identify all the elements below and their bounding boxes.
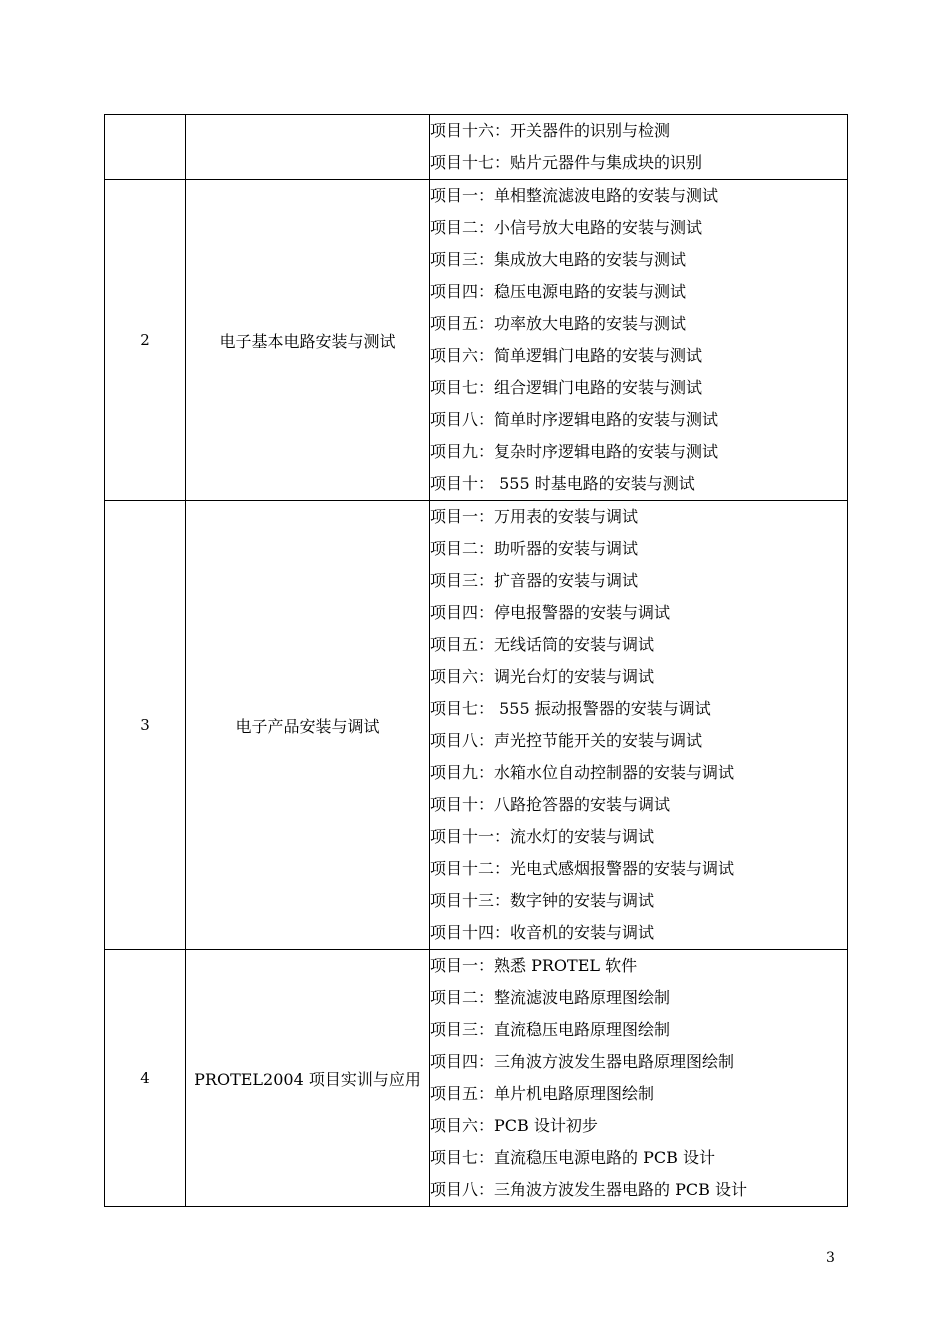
project-item: 项目一：万用表的安装与调试 [430,507,639,526]
table-row [105,180,848,501]
table-body [105,115,848,1207]
project-item: 项目十： 555 时基电路的安装与测试 [430,474,695,493]
project-item: 项目二：小信号放大电路的安装与测试 [430,218,703,237]
project-item: 项目二：助听器的安装与调试 [430,539,639,558]
page-number: 3 [826,1250,835,1266]
project-list-cell [430,180,848,501]
project-item: 项目十二：光电式感烟报警器的安装与调试 [430,859,735,878]
course-name-cell: 电子基本电路安装与测试 [186,180,430,501]
project-list-cell [430,950,848,1207]
project-item: 项目二：整流滤波电路原理图绘制 [430,988,671,1007]
project-item: 项目四：停电报警器的安装与调试 [430,603,671,622]
project-item: 项目四：稳压电源电路的安装与测试 [430,282,687,301]
project-item: 项目七：组合逻辑门电路的安装与测试 [430,378,703,397]
table-row [105,501,848,950]
project-item: 项目十一：流水灯的安装与调试 [430,827,655,846]
row-number-cell: 3 [105,501,186,950]
project-list-cell [430,115,848,180]
project-item: 项目七： 555 振动报警器的安装与调试 [430,699,711,718]
project-list-cell [430,501,848,950]
project-item: 项目七：直流稳压电源电路的 PCB 设计 [430,1148,715,1167]
project-item: 项目八：简单时序逻辑电路的安装与测试 [430,410,719,429]
project-item: 项目八：三角波方波发生器电路的 PCB 设计 [430,1180,747,1199]
row-number-cell: 4 [105,950,186,1207]
course-name-cell [186,115,430,180]
project-item: 项目六：简单逻辑门电路的安装与测试 [430,346,703,365]
project-item: 项目五：无线话筒的安装与调试 [430,635,655,654]
project-item: 项目九：水箱水位自动控制器的安装与调试 [430,763,735,782]
project-item: 项目五：功率放大电路的安装与测试 [430,314,687,333]
row-number-cell: 2 [105,180,186,501]
project-item: 项目一：熟悉 PROTEL 软件 [430,956,638,975]
row-number-cell [105,115,186,180]
project-item: 项目十：八路抢答器的安装与调试 [430,795,671,814]
project-item: 项目一：单相整流滤波电路的安装与测试 [430,186,719,205]
project-item: 项目三：直流稳压电路原理图绘制 [430,1020,671,1039]
project-item: 项目八：声光控节能开关的安装与调试 [430,731,703,750]
project-item: 项目十三：数字钟的安装与调试 [430,891,655,910]
project-item: 项目十七：贴片元器件与集成块的识别 [430,153,703,172]
project-item: 项目六：调光台灯的安装与调试 [430,667,655,686]
course-table [104,114,848,1207]
project-item: 项目六：PCB 设计初步 [430,1116,598,1135]
course-name-cell: PROTEL2004 项目实训与应用 [186,950,430,1207]
project-item: 项目九：复杂时序逻辑电路的安装与测试 [430,442,719,461]
table-row [105,950,848,1207]
table-row [105,115,848,180]
project-item: 项目十四：收音机的安装与调试 [430,923,655,942]
project-item: 项目三：集成放大电路的安装与测试 [430,250,687,269]
project-item: 项目五：单片机电路原理图绘制 [430,1084,655,1103]
course-name-cell: 电子产品安装与调试 [186,501,430,950]
project-item: 项目四：三角波方波发生器电路原理图绘制 [430,1052,735,1071]
project-item: 项目三：扩音器的安装与调试 [430,571,639,590]
project-item: 项目十六：开关器件的识别与检测 [430,121,671,140]
